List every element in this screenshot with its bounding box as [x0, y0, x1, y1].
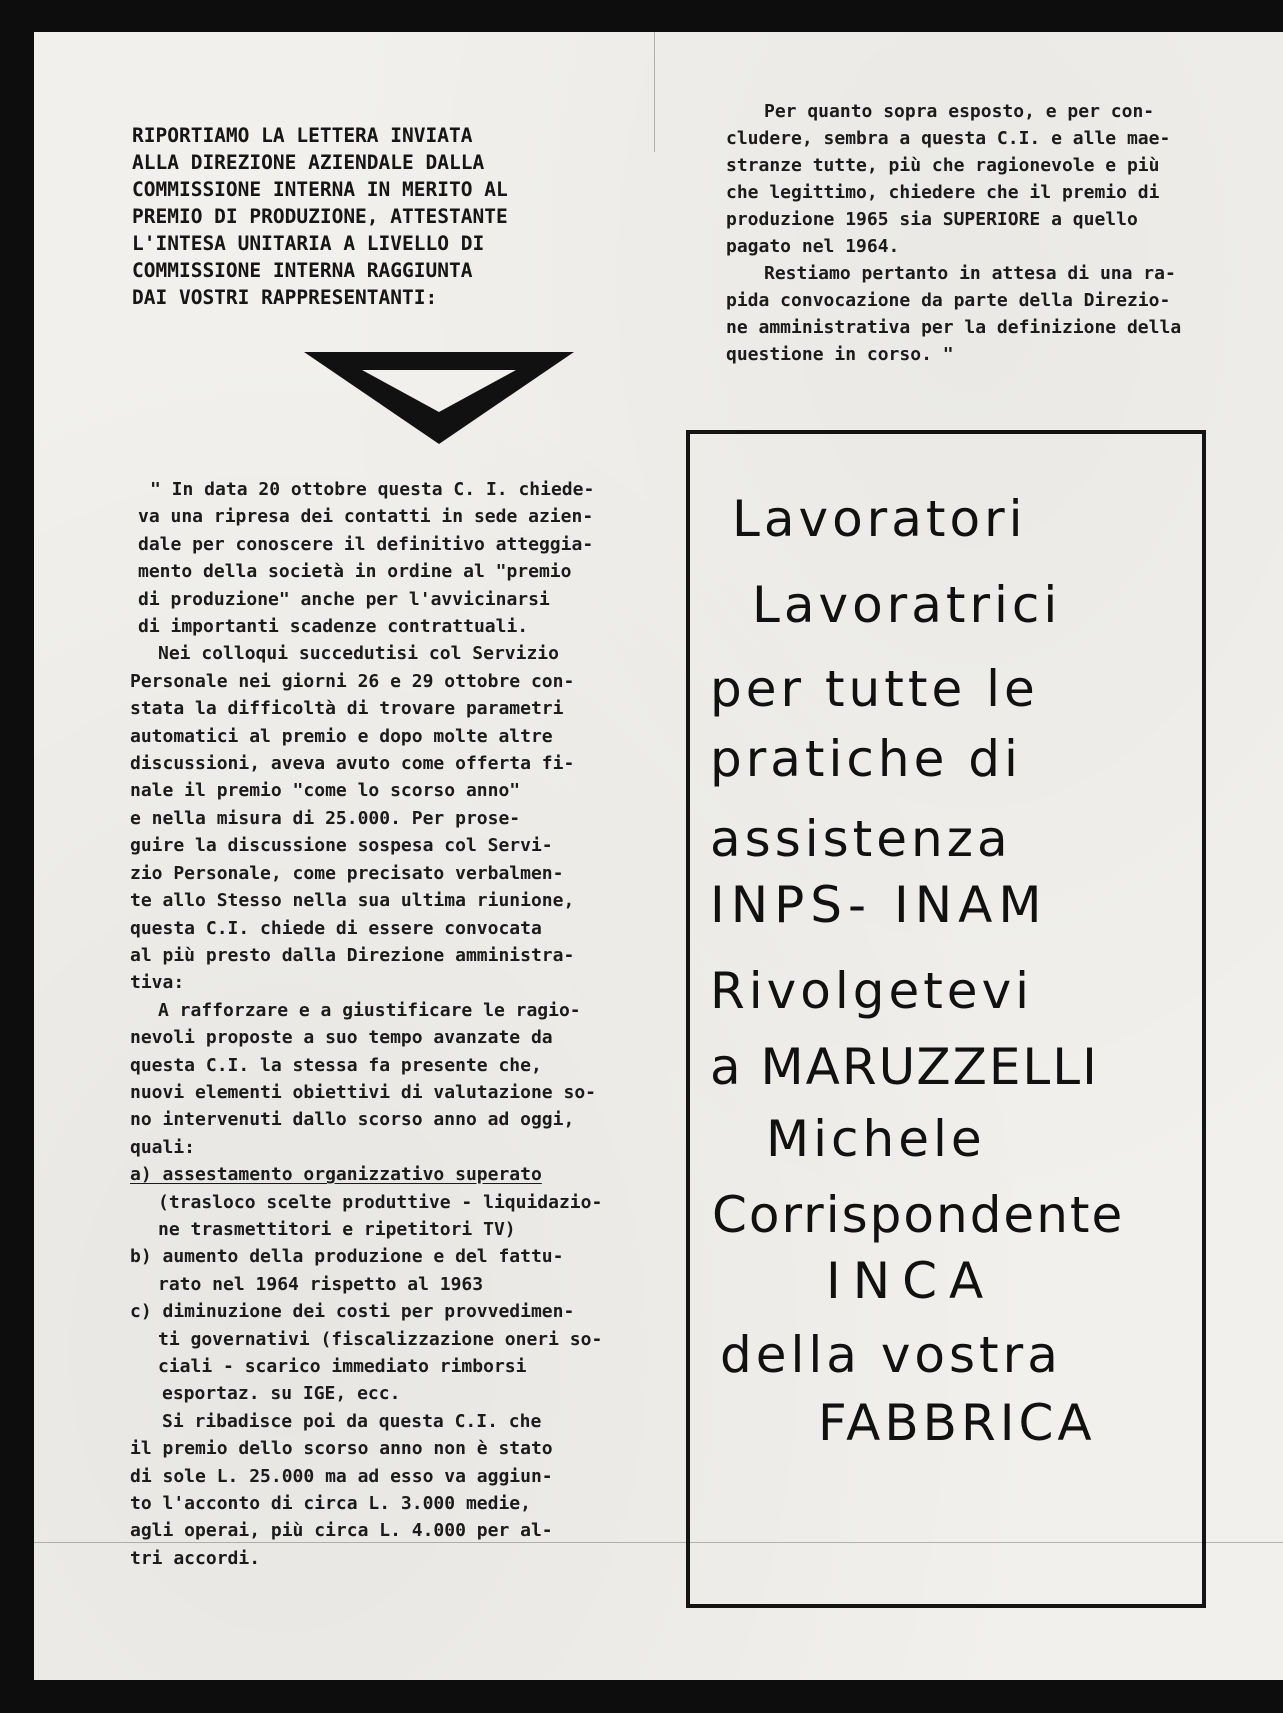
letter-line: va una ripresa dei contatti in sede azien-: [138, 506, 594, 528]
letter-line: il premio dello scorso anno non è stato: [130, 1438, 553, 1460]
letter-line: zio Personale, come precisato verbalmen-: [130, 862, 564, 884]
letter-line: (trasloco scelte produttive - liquidazio-: [158, 1191, 603, 1213]
letter-line: di importanti scadenze contrattuali.: [138, 616, 529, 638]
notice-line: a MARUZZELLI: [710, 1038, 1099, 1096]
letter-line: Personale nei giorni 26 e 29 ottobre con-: [130, 670, 575, 692]
letter-line: dale per conoscere il definitivo atteggia-: [138, 533, 594, 555]
letter-line: al più presto dalla Direzione amministra-: [130, 944, 575, 966]
conclusion-line: Restiamo pertanto in attesa di una ra-: [764, 263, 1176, 284]
notice-line: Michele: [766, 1110, 986, 1168]
conclusion-line: pida convocazione da parte della Direzio-: [726, 290, 1171, 311]
notice-line: FABBRICA: [818, 1394, 1096, 1452]
letter-line: rato nel 1964 rispetto al 1963: [158, 1273, 484, 1295]
letter-line: ciali - scarico immediato rimborsi: [158, 1356, 527, 1377]
notice-line: assistenza: [710, 810, 1012, 868]
letter-line: questa C.I. chiede di essere convocata: [130, 917, 542, 939]
paper-fold-line: [654, 32, 655, 152]
down-triangle-icon: [304, 350, 574, 446]
letter-line: questa C.I. la stessa fa presente che,: [130, 1054, 542, 1076]
conclusion-line: pagato nel 1964.: [726, 236, 900, 257]
letter-line: e nella misura di 25.000. Per prose-: [130, 807, 521, 829]
letter-line: discussioni, aveva avuto come offerta fi-: [130, 753, 575, 775]
letter-line: c) diminuzione dei costi per provvedimen-: [130, 1301, 575, 1323]
heading-line: COMMISSIONE INTERNA RAGGIUNTA: [132, 259, 473, 282]
heading-line: RIPORTIAMO LA LETTERA INVIATA: [132, 124, 473, 147]
letter-line: b) aumento della produzione e del fattu-: [130, 1246, 564, 1268]
letter-line: di produzione" anche per l'avvicinarsi: [138, 588, 550, 610]
letter-line: to l'acconto di circa L. 3.000 medie,: [130, 1493, 531, 1515]
heading-line: PREMIO DI PRODUZIONE, ATTESTANTE: [132, 205, 508, 228]
conclusion-line: Per quanto sopra esposto, e per con-: [764, 101, 1155, 122]
paper-fold-line: [34, 1542, 1283, 1543]
letter-line: agli operai, più circa L. 4.000 per al-: [130, 1520, 553, 1542]
notice-line: della vostra: [720, 1326, 1062, 1384]
letter-line: nevoli proposte a suo tempo avanzate da: [130, 1027, 553, 1049]
letter-line: nale il premio "come lo scorso anno": [130, 780, 521, 802]
letter-line: ti governativi (fiscalizzazione oneri so-: [158, 1328, 603, 1350]
heading-line: DAI VOSTRI RAPPRESENTANTI:: [132, 286, 438, 309]
notice-line: Lavoratrici: [752, 576, 1062, 634]
letter-line: esportaz. su IGE, ecc.: [162, 1383, 401, 1405]
conclusion-line: produzione 1965 sia SUPERIORE a quello: [726, 209, 1138, 230]
letter-line: ne trasmettitori e ripetitori TV): [158, 1218, 516, 1240]
letter-line: no intervenuti dallo scorso anno ad oggi,: [130, 1109, 575, 1131]
conclusion-line: che legittimo, chiedere che il premio di: [726, 182, 1160, 203]
letter-line: di sole L. 25.000 ma ad esso va aggiun-: [130, 1465, 553, 1487]
notice-line: Lavoratori: [732, 490, 1027, 548]
heading-line: ALLA DIREZIONE AZIENDALE DALLA: [132, 151, 485, 174]
letter-line: automatici al premio e dopo molte altre: [130, 725, 553, 747]
conclusion-line: cludere, sembra a questa C.I. e alle mae-: [726, 128, 1171, 149]
notice-line: INPS- INAM: [710, 876, 1048, 934]
handwritten-notice: [686, 430, 1206, 1608]
letter-line: te allo Stesso nella sua ultima riunione,: [130, 890, 575, 912]
notice-line: per tutte le: [710, 660, 1039, 718]
letter-conclusion: [726, 98, 1283, 368]
letter-line: Nei colloqui succedutisi col Servizio: [158, 643, 559, 665]
letter-line: tiva:: [130, 972, 185, 994]
conclusion-line: questione in corso. ": [726, 344, 954, 365]
heading-line: L'INTESA UNITARIA A LIVELLO DI: [132, 232, 485, 255]
letter-line: mento della società in ordine al "premio: [138, 561, 572, 583]
letter-line: stata la difficoltà di trovare parametri: [130, 698, 564, 720]
conclusion-line: ne amministrativa per la definizione della: [726, 317, 1182, 338]
heading-line: COMMISSIONE INTERNA IN MERITO AL: [132, 178, 508, 201]
letter-body: [130, 476, 730, 1572]
letter-line: a) assestamento organizzativo superato: [130, 1164, 542, 1186]
letter-line: " In data 20 ottobre questa C. I. chiede-: [150, 479, 595, 500]
notice-line: INCA: [826, 1252, 996, 1310]
notice-line: Rivolgetevi: [710, 962, 1034, 1020]
letter-line: A rafforzare e a giustificare le ragio-: [158, 999, 581, 1021]
notice-line: Corrispondente: [712, 1186, 1125, 1244]
letter-line: Si ribadisce poi da questa C.I. che: [162, 1410, 542, 1432]
heading-block: [132, 122, 712, 311]
letter-line: nuovi elementi obiettivi di valutazione so-: [130, 1081, 596, 1103]
notice-line: pratiche di: [710, 730, 1022, 788]
letter-line: quali:: [130, 1136, 196, 1158]
letter-line: tri accordi.: [130, 1547, 261, 1569]
letter-line: guire la discussione sospesa col Servi-: [130, 835, 553, 857]
conclusion-line: stranze tutte, più che ragionevole e più: [726, 155, 1160, 176]
document-page: [34, 32, 1283, 1680]
